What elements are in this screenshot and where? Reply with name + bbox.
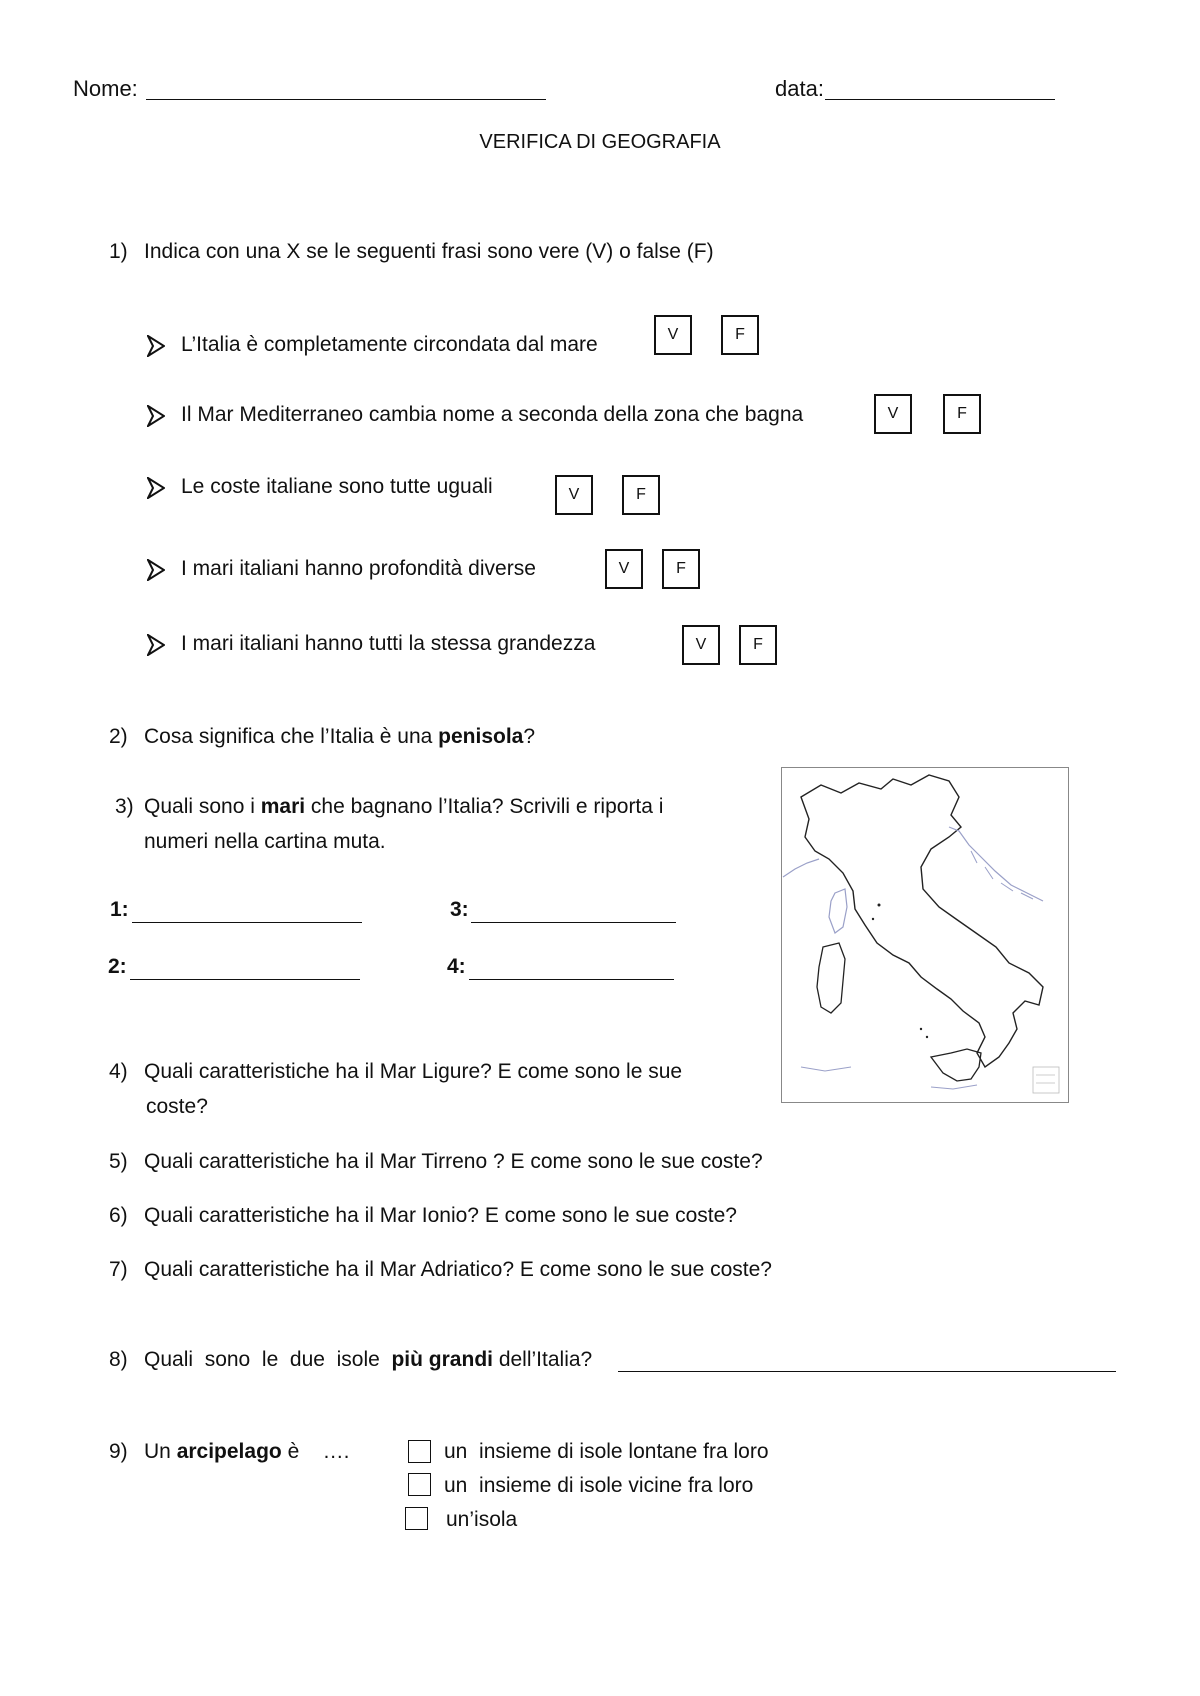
q3-number: 3) [115,795,134,818]
q3-blank-1-label: 1: [110,898,129,921]
q1-item-3-true-box[interactable]: V [555,475,593,515]
q9-label: Un arcipelago è …. [144,1440,350,1463]
q7-text: Quali caratteristiche ha il Mar Adriatico? E come sono le sue coste? [144,1258,772,1281]
arrow-bullet-icon [147,559,165,581]
q6-number: 6) [109,1204,128,1227]
q6-text: Quali caratteristiche ha il Mar Ionio? E come sono le sue coste? [144,1204,737,1227]
q3-text-line1: Quali sono i mari che bagnano l’Italia? Scrivili e riporta i [144,795,664,818]
q3-blank-3-field[interactable] [471,922,676,923]
q9-option-2-checkbox[interactable] [408,1473,431,1496]
q3-blank-1-field[interactable] [132,922,362,923]
q1-item-5-false-box[interactable]: F [739,625,777,665]
date-field[interactable] [825,99,1055,100]
q1-item-2-true-box[interactable]: V [874,394,912,434]
q3-blank-2-field[interactable] [130,979,360,980]
q2-number: 2) [109,725,128,748]
q5-number: 5) [109,1150,128,1173]
q3-blank-3-label: 3: [450,898,469,921]
q4-text-line1: Quali caratteristiche ha il Mar Ligure? E come sono le sue [144,1060,683,1083]
name-field[interactable] [146,99,546,100]
q8-number: 8) [109,1348,128,1371]
q9-option-1-checkbox[interactable] [408,1440,431,1463]
q9-option-2-label: un insieme di isole vicine fra loro [444,1474,754,1497]
arrow-bullet-icon [147,477,165,499]
q1-text: Indica con una X se le seguenti frasi sono vere (V) o false (F) [144,240,714,263]
arrow-bullet-icon [147,335,165,357]
q1-item-4: I mari italiani hanno profondità diverse [181,557,536,580]
q1-item-5-true-box[interactable]: V [682,625,720,665]
q1-item-5: I mari italiani hanno tutti la stessa grandezza [181,632,596,655]
q3-text-line2: numeri nella cartina muta. [144,830,386,853]
q2-text: Cosa significa che l’Italia è una penisola? [144,725,536,748]
q3-blank-4-label: 4: [447,955,466,978]
q8-text: Quali sono le due isole più grandi dell’Italia? [144,1348,593,1371]
q1-item-1-false-box[interactable]: F [721,315,759,355]
q5-text: Quali caratteristiche ha il Mar Tirreno ? E come sono le sue coste? [144,1150,763,1173]
q4-text-line2: coste? [146,1095,208,1118]
q3-blank-4-field[interactable] [469,979,674,980]
q4-number: 4) [109,1060,128,1083]
q1-item-2-false-box[interactable]: F [943,394,981,434]
italy-blank-map [781,767,1069,1103]
q1-item-4-true-box[interactable]: V [605,549,643,589]
q1-number: 1) [109,240,128,263]
arrow-bullet-icon [147,634,165,656]
name-label: Nome: [73,76,138,101]
q3-blank-2-label: 2: [108,955,127,978]
q1-item-3-false-box[interactable]: F [622,475,660,515]
arrow-bullet-icon [147,405,165,427]
q9-number: 9) [109,1440,128,1463]
q9-option-3-label: un’isola [446,1508,518,1531]
q1-item-1-true-box[interactable]: V [654,315,692,355]
date-label: data: [775,76,824,101]
q1-item-1: L’Italia è completamente circondata dal mare [181,333,598,356]
q1-item-3: Le coste italiane sono tutte uguali [181,475,493,498]
q7-number: 7) [109,1258,128,1281]
q9-option-3-checkbox[interactable] [405,1507,428,1530]
q8-answer-field[interactable] [618,1371,1116,1372]
q1-item-2: Il Mar Mediterraneo cambia nome a seconda della zona che bagna [181,403,804,426]
page-title: VERIFICA DI GEOGRAFIA [479,131,721,153]
q1-item-4-false-box[interactable]: F [662,549,700,589]
q9-option-1-label: un insieme di isole lontane fra loro [444,1440,769,1463]
